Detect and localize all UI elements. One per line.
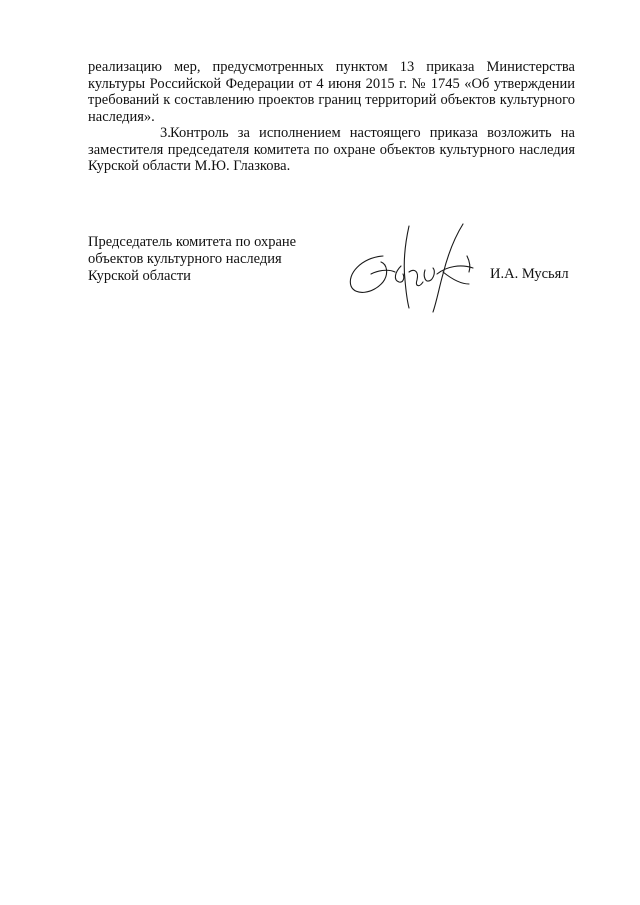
signer-position-line-1: Председатель комитета по охране <box>88 234 297 250</box>
handwritten-signature-icon <box>343 214 483 324</box>
document-body <box>88 59 575 175</box>
signature-block <box>88 234 578 324</box>
paragraph-continuation <box>88 59 575 125</box>
signer-position-line-3: Курской области <box>88 268 191 284</box>
signer-position <box>88 234 338 285</box>
paragraph-3 <box>88 125 575 175</box>
signer-position-line-2: объектов культурного наследия <box>88 251 282 267</box>
paragraph-continuation-text: реализацию мер, предусмотренных пунктом 13 приказа Министерства культуры Российской Федерации от 4 июня 2015 г. № 1745 «Об утверждении требований к составлению проектов границ территорий объектов культурного наследия». <box>88 59 575 125</box>
signer-name: И.А. Мусьял <box>490 266 569 282</box>
paragraph-3-number: 3. <box>160 125 171 141</box>
paragraph-3-text: Контроль за исполнением настоящего приказа возложить на заместителя председателя комитета по охране объектов культурного наследия Курской области М.Ю. Глазкова. <box>88 125 575 174</box>
